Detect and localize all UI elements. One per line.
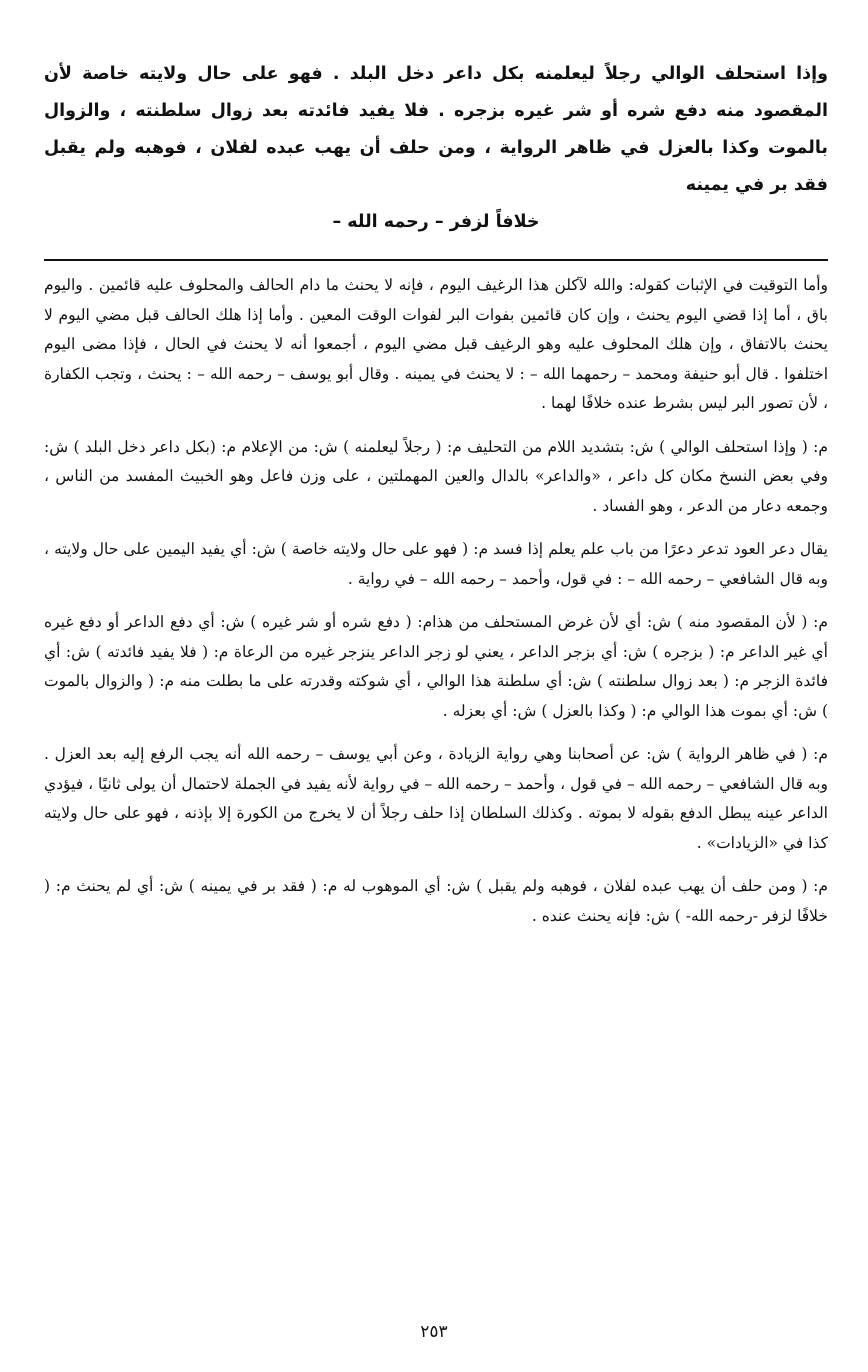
matn-closing-line: خلافاً لزفر – رحمه الله – (332, 212, 540, 232)
page-number: ٢٥٣ (420, 1322, 448, 1342)
sharh-paragraph: وأما التوقيت في الإثبات كقوله: والله لآكلن هذا الرغيف اليوم ، فإنه لا يحنث ما دام الحالف والمحلوف عليه قائمين . واليوم باق ، أما إذا قضي اليوم يحنث ، وإن كان قائمين بفوات البر لفوات الوقت المعين . وأما إذا هلك الحالف قبل مضي اليوم لا يحنث بالاتفاق ، وإن هلك المحلوف عليه وهو الرغيف قبل مضي اليوم ، أجمعوا أنه لا يحنث في الحال ، فإذا مضى اليوم اختلفوا . قال أبو حنيفة ومحمد – رحمهما الله – : لا يحنث في يمينه . وقال أبو يوسف – رحمه الله – : يحنث ، وتجب الكفارة ، لأن تصور البر ليس بشرط عنده خلافًا لهما . (44, 276, 828, 412)
matn-divider-line (44, 259, 828, 261)
sharh-paragraph: م: ( في ظاهر الرواية ) ش: عن أصحابنا وهي رواية الزيادة ، وعن أبي يوسف – رحمه الله أنه يجب الرفع إليه بعد العزل . وبه قال الشافعي – رحمه الله – في قول ، وأحمد – رحمه الله – في رواية لأنه يفيد في الجملة لاحتمال أن يولى ثانيًا ، فيؤدي الداعر عينه يبطل الدفع بقوله لا بموته . وكذلك السلطان إذا حلف رجلاً أن لا يخرج من الكورة إلا بإذنه ، فهو على حال ولايته كذا في «الزيادات» . (44, 745, 828, 852)
book-page (44, 56, 828, 945)
matn-text: وإذا استحلف الوالي رجلاً ليعلمنه بكل داعر دخل البلد . فهو على حال ولايته خاصة لأن المقصود منه دفع شره أو شر غيره بزجره . فلا يفيد فائدته بعد زوال سلطنته ، والزوال بالموت وكذا بالعزل في ظاهر الرواية ، ومن حلف أن يهب عبده لفلان ، فوهبه ولم يقبل فقد بر في يمينه (44, 64, 828, 195)
sharh-paragraph: يقال دعر العود تدعر دعرًا من باب علم يعلم إذا فسد م: ( فهو على حال ولايته خاصة ) ش: أي يفيد اليمين على حال ولايته ، وبه قال الشافعي – رحمه الله – : في قول، وأحمد – رحمه الله – في رواية . (44, 540, 828, 588)
sharh-paragraph: م: ( لأن المقصود منه ) ش: أي لأن غرض المستحلف من هذام: ( دفع شره أو شر غيره ) ش: أي دفع الداعر أو دفع غيره أي غير الداعر م: ( بزجره ) ش: أي بزجر الداعر ، يعني لو زجر الداعر ينزجر غيره من الرعاة م: ( فلا يفيد فائدته ) ش: أي فائدة الزجر م: ( بعد زوال سلطنته ) ش: أي سلطنة هذا الوالي ، أي شوكته وقدرته على ما بطلت منه م: ( والزوال بالموت ) ش: أي بموت هذا الوالي م: ( وكذا بالعزل ) ش: أي بعزله . (44, 613, 828, 720)
sharh-paragraph: م: ( ومن حلف أن يهب عبده لفلان ، فوهبه ولم يقبل ) ش: أي الموهوب له م: ( فقد بر في يمينه ) ش: أي لم يحنث م: ( خلافًا لزفر -رحمه الله- ) ش: فإنه يحنث عنده . (44, 877, 828, 925)
sharh-paragraph: م: ( وإذا استحلف الوالي ) ش: بتشديد اللام من التحليف م: ( رجلاً ليعلمنه ) ش: من الإعلام م: (بكل داعر دخل البلد ) ش: وفي بعض النسخ مكان كل داعر ، «والداعر» بالدال والعين المهملتين ، على وزن فاعل وهو الخبيث المفسد من الناس ، وجمعه دعار من الدعر ، وهو الفساد . (44, 437, 828, 515)
